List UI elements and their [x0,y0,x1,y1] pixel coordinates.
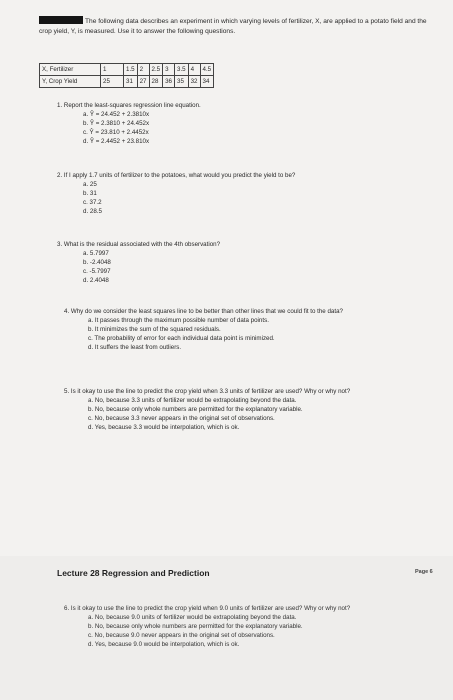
table-row [40,64,214,76]
table-row [40,76,214,88]
table-cell: 34 [200,76,214,88]
table-cell: 32 [188,76,200,88]
question-2 [57,171,437,216]
question-1 [57,101,437,146]
answer-option[interactable]: a. It passes through the maximum possible number of data points. [88,317,269,324]
table-cell: 2 [137,64,149,76]
redaction-bar [39,16,83,24]
data-table [39,63,214,88]
table-cell: 36 [163,76,175,88]
answer-option[interactable]: a. 5.7997 [83,250,109,257]
answer-option[interactable]: c. Ŷ = 23.810 + 2.4452x [83,129,149,136]
answer-option[interactable]: c. -5.7997 [83,268,111,275]
lecture-title: Lecture 28 Regression and Prediction [57,568,210,578]
question-stem: 5. Is it okay to use the line to predict the crop yield when 3.3 units of fertilizer are used? Why or why not? [64,388,351,395]
table-cell: 31 [124,76,138,88]
table-cell: 1 [101,64,124,76]
answer-option[interactable]: d. 2.4048 [83,277,109,284]
table-cell: 35 [175,76,189,88]
question-stem: 1. Report the least-squares regression line equation. [57,102,201,109]
question-6 [64,604,409,649]
intro-paragraph [39,16,429,37]
answer-option[interactable]: d. 28.5 [83,208,102,215]
question-stem: 2. If I apply 1.7 units of fertilizer to the potatoes, what would you predict the yield to be? [57,172,296,179]
answer-option[interactable]: d. Yes, because 3.3 would be interpolation, which is ok. [88,424,240,431]
answer-option[interactable]: a. Ŷ = 24.452 + 2.3810x [83,111,150,118]
answer-option[interactable]: b. It minimizes the sum of the squared residuals. [88,326,221,333]
table-cell: 4 [188,64,200,76]
answer-option[interactable]: a. 25 [83,181,97,188]
answer-option[interactable]: b. No, because only whole numbers are permitted for the explanatory variable. [88,406,303,413]
answer-option[interactable]: c. 37.2 [83,199,102,206]
question-5 [64,387,409,432]
table-cell: 3 [163,64,175,76]
answer-option[interactable]: d. Ŷ = 2.4452 + 23.810x [83,138,150,145]
answer-option[interactable]: b. -2.4048 [83,259,111,266]
answer-option[interactable]: a. No, because 3.3 units of fertilizer would be extrapolating beyond the data. [88,397,297,404]
question-stem: 3. What is the residual associated with the 4th observation? [57,241,221,248]
answer-option[interactable]: b. Ŷ = 2.3810 + 24.452x [83,120,150,127]
answer-option[interactable]: d. Yes, because 9.0 would be interpolation, which is ok. [88,641,240,648]
table-cell: X, Fertilizer [40,64,101,76]
table-cell: 27 [137,76,149,88]
page-label: Page 6 [415,569,433,575]
table-cell: 2.5 [149,64,163,76]
table-cell: 28 [149,76,163,88]
intro-text: The following data describes an experiment in which varying levels of fertilizer, X, are applied to a potato field and the crop yield, Y, is measured. Use it to answer the following questions. [39,18,427,35]
answer-option[interactable]: c. No, because 3.3 never appears in the original set of observations. [88,415,275,422]
question-4 [64,307,404,352]
answer-option[interactable]: d. It suffers the least from outliers. [88,344,182,351]
table-cell: 1.5 [124,64,138,76]
answer-option[interactable]: c. The probability of error for each individual data point is minimized. [88,335,275,342]
table-cell: Y, Crop Yield [40,76,101,88]
answer-option[interactable]: b. No, because only whole numbers are permitted for the explanatory variable. [88,623,303,630]
table-cell: 3.5 [175,64,189,76]
answer-option[interactable]: c. No, because 9.0 never appears in the original set of observations. [88,632,275,639]
question-stem: 4. Why do we consider the least squares line to be better than other lines that we could fit to the data? [64,308,343,315]
question-stem: 6. Is it okay to use the line to predict the crop yield when 9.0 units of fertilizer are used? Why or why not? [64,605,351,612]
answer-option[interactable]: b. 31 [83,190,97,197]
table-cell: 25 [101,76,124,88]
table-cell: 4.5 [200,64,214,76]
question-3 [57,240,437,285]
answer-option[interactable]: a. No, because 9.0 units of fertilizer would be extrapolating beyond the data. [88,614,297,621]
